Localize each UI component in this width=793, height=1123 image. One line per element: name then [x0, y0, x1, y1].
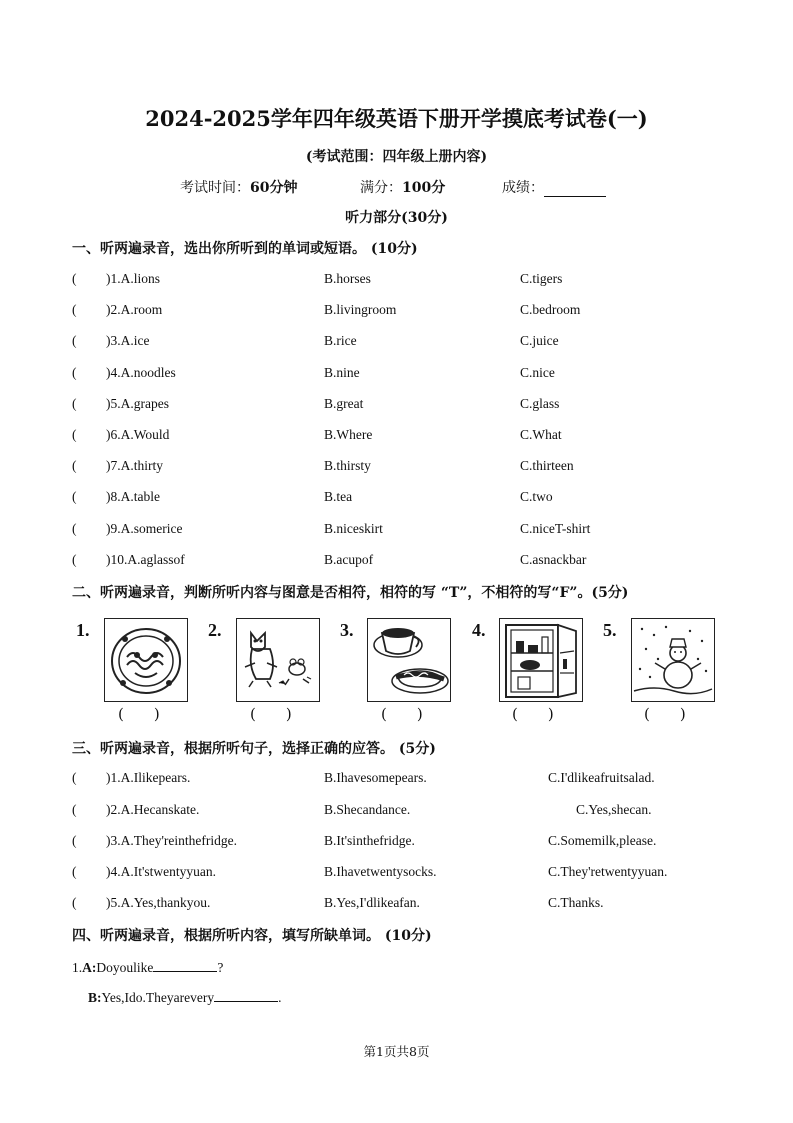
snowman-icon: [631, 618, 715, 702]
option-a: )8.A.table: [106, 489, 160, 504]
section1-heading: 一、听两遍录音，选出你所听到的单词或短语。 (10分): [72, 241, 418, 257]
option-b: B.Yes,I'dlikeafan.: [324, 895, 420, 910]
answer-paren[interactable]: (: [72, 458, 77, 473]
option-c: C.They'retwentyyuan.: [548, 864, 668, 879]
fill-blank-2[interactable]: [214, 988, 278, 1002]
answer-paren[interactable]: (: [72, 427, 77, 442]
section3-heading: 三、听两遍录音，根据所听句子，选择正确的应答。 (5分): [72, 741, 436, 757]
option-c: C.juice: [520, 333, 559, 348]
exam-grade: [502, 177, 606, 197]
option-c: C.Thanks.: [548, 895, 604, 910]
question-row: [72, 489, 772, 509]
option-a: )1.A.lions: [106, 271, 160, 286]
option-c: C.tigers: [520, 271, 563, 286]
option-a: )2.A.room: [106, 302, 163, 317]
option-c: C.nice: [520, 365, 555, 380]
option-c: C.I'dlikeafruitsalad.: [548, 770, 655, 785]
picture-number: 4.: [472, 620, 486, 640]
option-b: B.great: [324, 396, 364, 411]
exam-time: [180, 177, 297, 197]
page-footer: 第1页共8页: [363, 1044, 430, 1059]
grade-blank[interactable]: [544, 182, 606, 197]
coffee-and-hotdog-icon: [367, 618, 451, 702]
picture-number: 5.: [603, 620, 617, 640]
question-row: [72, 895, 772, 915]
score-label: 满分：: [360, 180, 402, 196]
option-b: B.It'sinthefridge.: [324, 833, 415, 848]
answer-blank[interactable]: ( ): [644, 705, 686, 723]
grade-label: 成绩：: [502, 180, 544, 196]
option-c: C.bedroom: [520, 302, 581, 317]
option-b: B.Ihavesomepears.: [324, 770, 427, 785]
option-a: )6.A.Would: [106, 427, 170, 442]
option-b: B.horses: [324, 271, 371, 286]
line-a-end: ?: [217, 960, 224, 975]
option-a: )5.A.grapes: [106, 396, 169, 411]
option-c: C.niceT-shirt: [520, 521, 591, 536]
option-a: )2.A.Hecanskate.: [106, 802, 200, 817]
option-a: )7.A.thirty: [106, 458, 163, 473]
option-c: C.Somemilk,please.: [548, 833, 657, 848]
answer-paren[interactable]: (: [72, 271, 77, 286]
answer-paren[interactable]: (: [72, 552, 77, 567]
answer-blank[interactable]: ( ): [381, 705, 423, 723]
section4-heading: 四、听两遍录音，根据所听内容，填写所缺单词。 (10分): [72, 928, 432, 944]
answer-blank[interactable]: ( ): [118, 705, 160, 723]
speaker-a: A:: [82, 960, 97, 975]
answer-paren[interactable]: (: [72, 895, 77, 910]
question-row: [72, 552, 772, 572]
fridge-icon: [499, 618, 583, 702]
option-a: )10.A.aglassof: [106, 552, 185, 567]
answer-blank[interactable]: ( ): [250, 705, 292, 723]
fill-blank-1[interactable]: [153, 958, 217, 972]
answer-paren[interactable]: (: [72, 396, 77, 411]
option-b: B.niceskirt: [324, 521, 383, 536]
line-a-text: Doyoulike: [96, 960, 154, 975]
section2-heading: 二、听两遍录音，判断所听内容与图意是否相符，相符的写 “T”，不相符的写“F”。(5分): [72, 585, 629, 601]
option-a: )9.A.somerice: [106, 521, 183, 536]
option-c: C.What: [520, 427, 562, 442]
option-a: )3.A.ice: [106, 333, 150, 348]
picture-number: 3.: [340, 620, 354, 640]
option-b: B.Shecandance.: [324, 802, 411, 817]
time-label: 考试时间：: [180, 180, 250, 196]
answer-paren[interactable]: (: [72, 770, 77, 785]
question-row: [72, 864, 772, 884]
option-b: B.livingroom: [324, 302, 397, 317]
option-b: B.thirsty: [324, 458, 371, 473]
question-row: [72, 770, 772, 790]
option-a: )4.A.It'stwentyyuan.: [106, 864, 217, 879]
question-number: 1.: [72, 960, 83, 975]
cat-and-mouse-icon: [236, 618, 320, 702]
question-row: [72, 396, 772, 416]
answer-paren[interactable]: (: [72, 802, 77, 817]
question-row: [72, 521, 772, 541]
answer-paren[interactable]: (: [72, 489, 77, 504]
score-value: 100分: [402, 180, 446, 196]
option-b: B.acupof: [324, 552, 374, 567]
listening-heading: 听力部分(30分): [345, 210, 448, 226]
option-a: )4.A.noodles: [106, 365, 176, 380]
question-row: [72, 458, 772, 478]
answer-paren[interactable]: (: [72, 302, 77, 317]
time-value: 60分钟: [250, 180, 298, 196]
option-c: C.two: [520, 489, 553, 504]
option-c: C.glass: [520, 396, 560, 411]
option-a: )1.A.Ilikepears.: [106, 770, 191, 785]
answer-paren[interactable]: (: [72, 333, 77, 348]
option-c: C.Yes,shecan.: [576, 802, 652, 817]
picture-number: 2.: [208, 620, 222, 640]
question-row: [72, 802, 772, 822]
option-b: B.Where: [324, 427, 373, 442]
question-row: [72, 271, 772, 291]
answer-paren[interactable]: (: [72, 864, 77, 879]
answer-paren[interactable]: (: [72, 365, 77, 380]
noodle-bowl-icon: [104, 618, 188, 702]
answer-paren[interactable]: (: [72, 521, 77, 536]
option-a: )3.A.They'reinthefridge.: [106, 833, 238, 848]
answer-blank[interactable]: ( ): [512, 705, 554, 723]
question-row: [72, 333, 772, 353]
exam-scope: (考试范围：四年级上册内容): [305, 149, 488, 165]
option-c: C.thirteen: [520, 458, 574, 473]
exam-full-score: [360, 177, 445, 197]
line-b-text: Yes,Ido.Theyarevery: [101, 990, 215, 1005]
option-b: B.rice: [324, 333, 357, 348]
option-b: B.tea: [324, 489, 353, 504]
exam-title: 2024-2025学年四年级英语下册开学摸底考试卷(一): [145, 106, 648, 131]
option-b: B.Ihavetwentysocks.: [324, 864, 437, 879]
question-row: [72, 302, 772, 322]
option-b: B.nine: [324, 365, 360, 380]
question-row: [72, 427, 772, 447]
answer-paren[interactable]: (: [72, 833, 77, 848]
option-a: )5.A.Yes,thankyou.: [106, 895, 211, 910]
speaker-b: B:: [88, 990, 102, 1005]
picture-number: 1.: [76, 620, 90, 640]
fill-question-1-b: [88, 988, 281, 1006]
option-c: C.asnackbar: [520, 552, 587, 567]
question-row: [72, 365, 772, 385]
line-b-end: .: [278, 990, 282, 1005]
question-row: [72, 833, 772, 853]
fill-question-1-a: [72, 958, 223, 976]
